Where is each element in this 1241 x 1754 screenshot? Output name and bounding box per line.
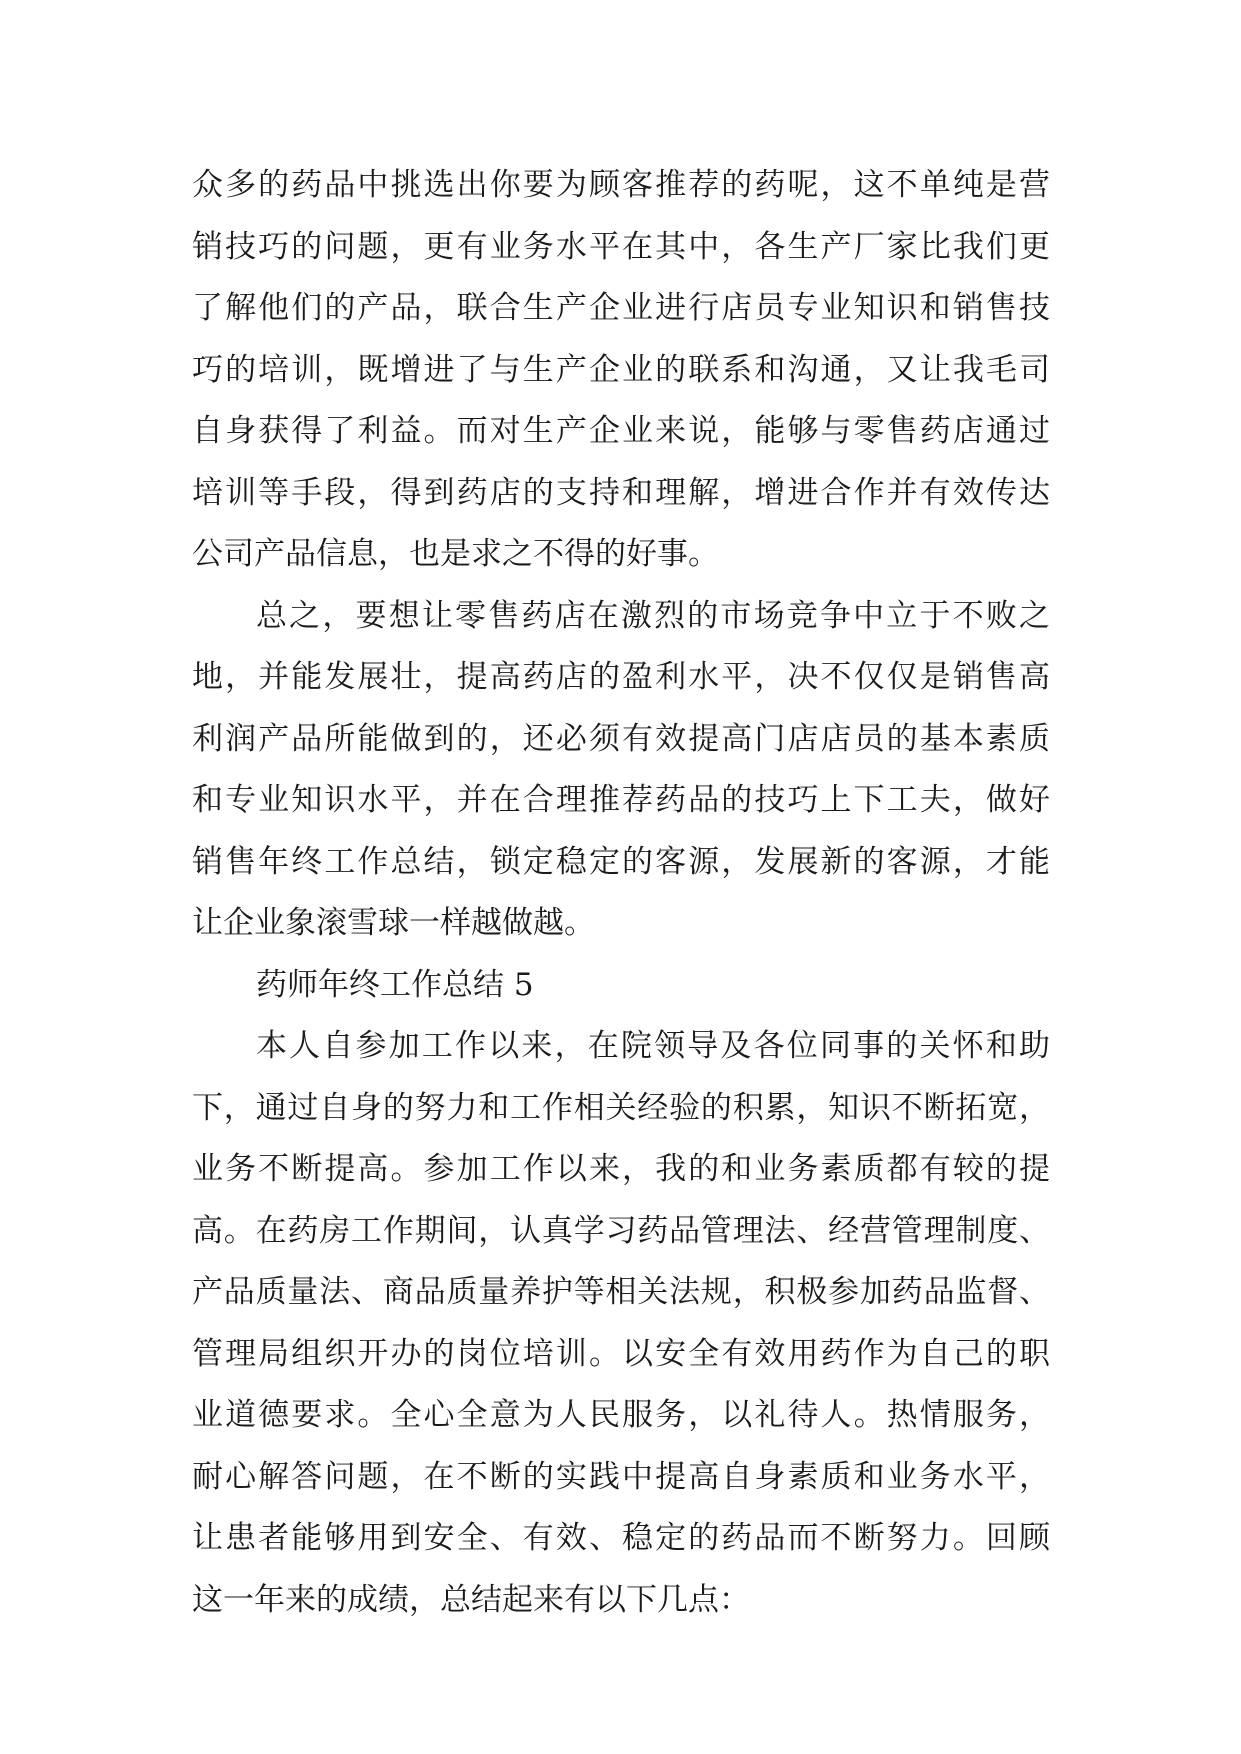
text-line: 让企业象滚雪球一样越做越。 bbox=[192, 905, 595, 941]
paragraph-1 bbox=[192, 155, 1050, 586]
text-line: 利润产品所能做到的，还必须有效提高门店店员的基本素质 bbox=[192, 720, 1050, 757]
text-line: 高。在药房工作期间，认真学习药品管理法、经营管理制度、 bbox=[192, 1212, 1050, 1249]
document-body bbox=[192, 155, 1050, 1631]
text-line: 了解他们的产品，联合生产企业进行店员专业知识和销售技 bbox=[192, 290, 1050, 326]
text-line: 自身获得了利益。而对生产企业来说，能够与零售药店通过 bbox=[192, 413, 1050, 449]
text-line: 这一年来的成绩，总结起来有以下几点： bbox=[192, 1581, 750, 1618]
text-line: 巧的培训，既增进了与生产企业的联系和沟通，又让我毛司 bbox=[192, 351, 1050, 388]
text-line: 业务不断提高。参加工作以来，我的和业务素质都有较的提 bbox=[192, 1151, 1050, 1187]
section-heading bbox=[192, 955, 1050, 1017]
text-line: 本人自参加工作以来，在院领导及各位同事的关怀和助 bbox=[256, 1028, 1050, 1064]
heading-text: 药师年终工作总结 5 bbox=[256, 966, 534, 1003]
text-line: 产品质量法、商品质量养护等相关法规，积极参加药品监督、 bbox=[192, 1274, 1050, 1310]
text-line: 地，并能发展壮，提高药店的盈利水平，决不仅仅是销售高 bbox=[192, 659, 1050, 695]
text-line: 和专业知识水平，并在合理推荐药品的技巧上下工夫，做好 bbox=[192, 782, 1050, 818]
paragraph-3 bbox=[192, 1016, 1050, 1631]
text-line: 公司产品信息，也是求之不得的好事。 bbox=[192, 536, 719, 572]
paragraph-2 bbox=[192, 586, 1050, 955]
text-line: 让患者能够用到安全、有效、稳定的药品而不断努力。回顾 bbox=[192, 1520, 1050, 1556]
text-line: 耐心解答问题，在不断的实践中提高自身素质和业务水平， bbox=[192, 1458, 1050, 1495]
text-line: 总之，要想让零售药店在激烈的市场竞争中立于不败之 bbox=[256, 597, 1050, 634]
text-line: 培训等手段，得到药店的支持和理解，增进合作并有效传达 bbox=[192, 474, 1050, 511]
text-line: 众多的药品中挑选出你要为顾客推荐的药呢，这不单纯是营 bbox=[192, 167, 1050, 203]
text-line: 业道德要求。全心全意为人民服务，以礼待人。热情服务， bbox=[192, 1397, 1050, 1433]
text-line: 销售年终工作总结，锁定稳定的客源，发展新的客源，才能 bbox=[192, 843, 1050, 880]
text-line: 销技巧的问题，更有业务水平在其中，各生产厂家比我们更 bbox=[192, 228, 1050, 265]
text-line: 管理局组织开办的岗位培训。以安全有效用药作为自己的职 bbox=[192, 1335, 1050, 1372]
text-line: 下，通过自身的努力和工作相关经验的积累，知识不断拓宽， bbox=[192, 1089, 1050, 1126]
